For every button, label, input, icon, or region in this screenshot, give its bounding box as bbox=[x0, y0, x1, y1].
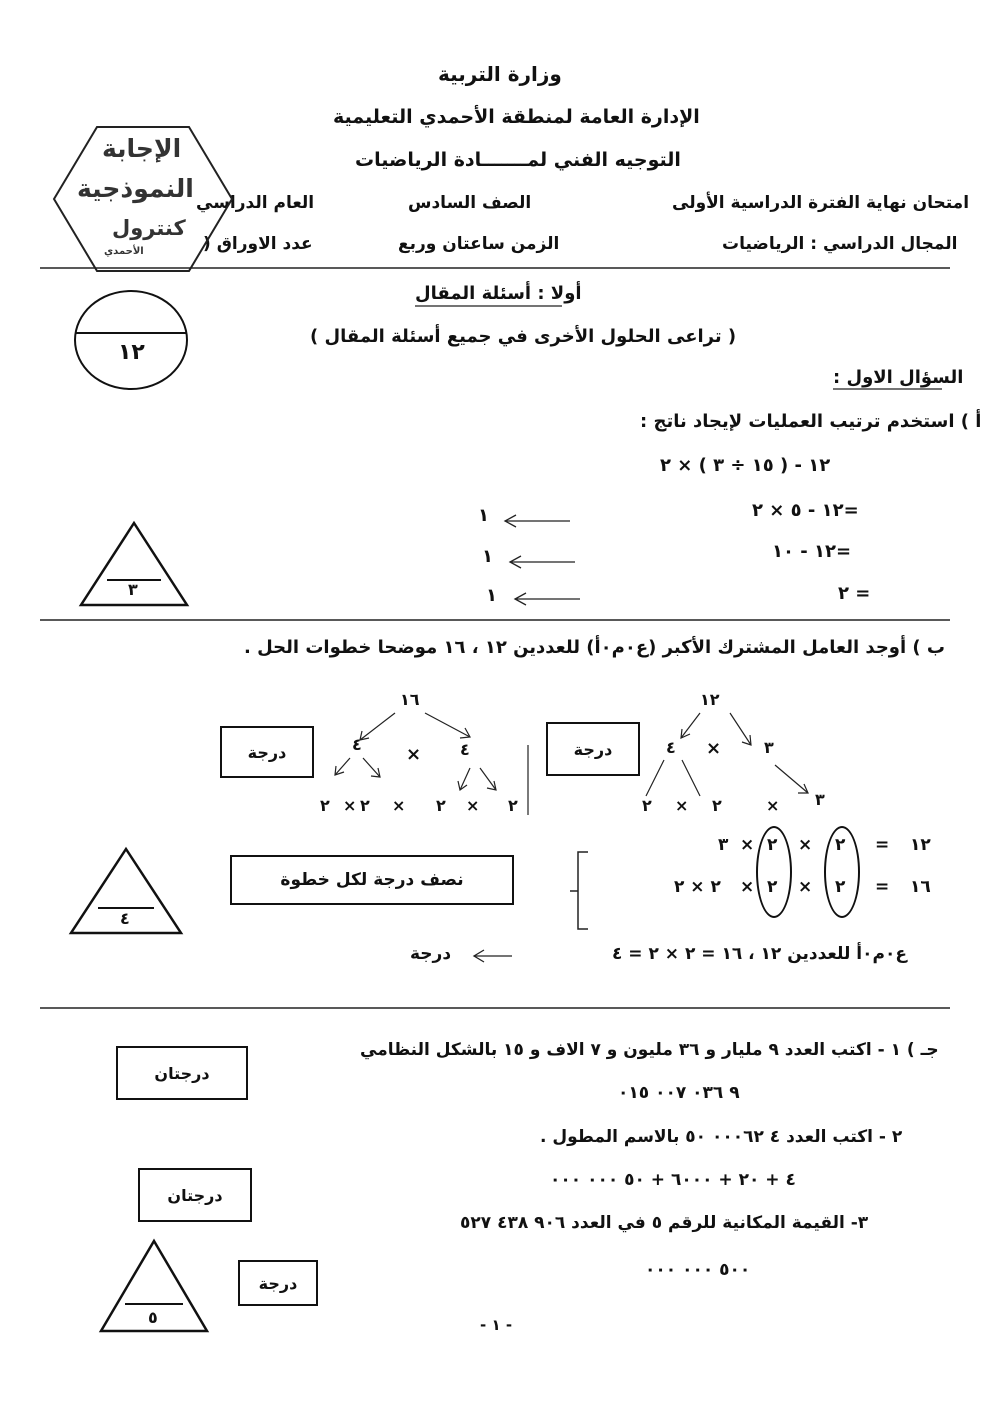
line12-eq: = bbox=[875, 835, 890, 855]
total-score-circle bbox=[74, 290, 188, 390]
tree16-l2-2: ٢ bbox=[360, 796, 370, 815]
grade-box-16: درجة bbox=[220, 726, 314, 778]
total-score: ١٢ bbox=[118, 340, 145, 365]
tree16-l2-6: ٢ bbox=[508, 796, 518, 815]
q1c-answer-1: ٩ ٠٣٦ ٠٠٧ ٠١٥ bbox=[618, 1083, 740, 1103]
question-1-title: السؤال الاول : bbox=[833, 367, 964, 388]
grade-box-c1: درجتان bbox=[116, 1046, 248, 1100]
model-answer-stamp bbox=[52, 124, 234, 274]
tree16-l2-3: × bbox=[392, 796, 406, 815]
tree16-mul: × bbox=[406, 744, 422, 765]
tree16-l2-4: ٢ bbox=[436, 796, 446, 815]
tree12-right: ٣ bbox=[764, 738, 774, 757]
line12-number: ١٢ bbox=[910, 835, 931, 855]
tree12-l2-0: ٢ bbox=[642, 796, 652, 815]
grade-box-c2: درجتان bbox=[138, 1168, 252, 1222]
page-number: - ١ - bbox=[480, 1316, 513, 1334]
tree16-root: ١٦ bbox=[400, 690, 420, 709]
q1c-answer-3: ٥٠٠ ٠٠٠ ٠٠٠ bbox=[645, 1260, 751, 1280]
supervision-name: التوجيه الفني لمـــــــادة الرياضيات bbox=[355, 149, 681, 171]
stamp-line-4: الأحمدي bbox=[104, 246, 144, 257]
line16-f1: ٢ bbox=[835, 877, 846, 897]
q1a-mark-1: ١ bbox=[478, 505, 489, 526]
common-factor-ellipse-1 bbox=[824, 826, 860, 918]
subject-label: المجال الدراسي : الرياضيات bbox=[722, 234, 958, 254]
section-title: أولا : أسئلة المقال bbox=[415, 283, 582, 304]
q1a-step-1: =١٢ - ٥ × ٢ bbox=[752, 500, 859, 521]
tree12-left: ٤ bbox=[666, 738, 676, 757]
grade-box-12: درجة bbox=[546, 722, 640, 776]
common-factor-ellipse-2 bbox=[756, 826, 792, 918]
score-triangle-q1a bbox=[78, 520, 190, 608]
tree16-l2-1: × bbox=[343, 796, 357, 815]
tree12-l2-3: × bbox=[766, 796, 780, 815]
q1b-score: ٤ bbox=[120, 909, 130, 928]
tree12-l2-1: × bbox=[675, 796, 689, 815]
line12-f2: ٢ bbox=[767, 835, 778, 855]
line16-x1: × bbox=[798, 877, 813, 897]
gcf-result: ع٠م٠أ للعددين ١٢ ، ١٦ = ٢ × ٢ = ٤ bbox=[612, 944, 907, 964]
section-note: ( تراعى الحلول الأخرى في جميع أسئلة المقال ) bbox=[310, 326, 737, 347]
tree12-l2-4: ٣ bbox=[815, 790, 825, 809]
tree16-right: ٤ bbox=[460, 740, 470, 759]
q1c-prompt-3: ٣- القيمة المكانية للرقم ٥ في العدد ٩٠٦ ٤٣٨ ٥٢٧ bbox=[460, 1213, 869, 1233]
score-triangle-q1c bbox=[98, 1238, 210, 1334]
tree16-left: ٤ bbox=[352, 735, 362, 754]
line16-number: ١٦ bbox=[910, 877, 931, 897]
line12-f1: ٢ bbox=[835, 835, 846, 855]
q1a-step-3: = ٢ bbox=[838, 583, 871, 604]
q1a-prompt: أ ) استخدم ترتيب العمليات لإيجاد ناتج : bbox=[640, 411, 982, 432]
score-triangle-q1b bbox=[68, 846, 184, 936]
duration-label: الزمن ساعتان وربع bbox=[398, 234, 560, 254]
half-mark-note-box: نصف درجة لكل خطوة bbox=[230, 855, 514, 905]
tree12-l2-2: ٢ bbox=[712, 796, 722, 815]
tree16-l2-5: × bbox=[466, 796, 480, 815]
line12-x1: × bbox=[798, 835, 813, 855]
academic-year-label: العام الدراسي bbox=[196, 193, 315, 213]
gcf-result-mark: درجة bbox=[410, 944, 452, 964]
directorate-name: الإدارة العامة لمنطقة الأحمدي التعليمية bbox=[333, 106, 700, 128]
q1c-score: ٥ bbox=[148, 1308, 158, 1327]
tree12-mul: × bbox=[706, 738, 722, 759]
pages-count-label: عدد الاوراق ( bbox=[203, 234, 313, 254]
tree16-l2-0: ٢ bbox=[320, 796, 330, 815]
line16-eq: = bbox=[875, 877, 890, 897]
grade-label: الصف السادس bbox=[408, 193, 532, 213]
grade-box-c3: درجة bbox=[238, 1260, 318, 1306]
q1a-expression: ١٢ - ( ١٥ ÷ ٣ ) × ٢ bbox=[660, 455, 831, 476]
line16-rest: ٢ × ٢ bbox=[674, 877, 721, 897]
q1c-prompt-1: جـ ) ١ - اكتب العدد ٩ مليار و ٣٦ مليون و ٧ الاف و ١٥ بالشكل النظامي bbox=[360, 1040, 939, 1060]
q1a-mark-2: ١ bbox=[482, 546, 493, 567]
line12-rest: ٣ bbox=[718, 835, 729, 855]
stamp-line-1: الإجابة bbox=[102, 134, 182, 163]
line16-f2: ٢ bbox=[767, 877, 778, 897]
q1c-prompt-2: ٢ - اكتب العدد ٤ ٠٠٠٦٢ ٥٠ بالاسم المطول . bbox=[540, 1127, 903, 1147]
q1a-step-2: =١٢ - ١٠ bbox=[772, 541, 852, 562]
line16-x2: × bbox=[740, 877, 755, 897]
tree12-root: ١٢ bbox=[700, 690, 720, 709]
ministry-name: وزارة التربية bbox=[438, 62, 562, 86]
stamp-line-2: النموذجية bbox=[77, 174, 194, 203]
q1c-answer-2: ٤ + ٢٠ + ٦٠٠٠ + ٥٠ ٠٠٠ ٠٠٠ bbox=[550, 1170, 796, 1190]
stamp-line-3: كنترول bbox=[112, 216, 186, 240]
line12-x2: × bbox=[740, 835, 755, 855]
q1b-prompt: ب ) أوجد العامل المشترك الأكبر (ع٠م٠أ) للعددين ١٢ ، ١٦ موضحا خطوات الحل . bbox=[244, 637, 945, 658]
q1a-mark-3: ١ bbox=[486, 585, 497, 606]
bracket bbox=[570, 852, 588, 929]
exam-title: امتحان نهاية الفترة الدراسية الأولى bbox=[672, 193, 970, 213]
q1a-score: ٣ bbox=[128, 580, 138, 599]
